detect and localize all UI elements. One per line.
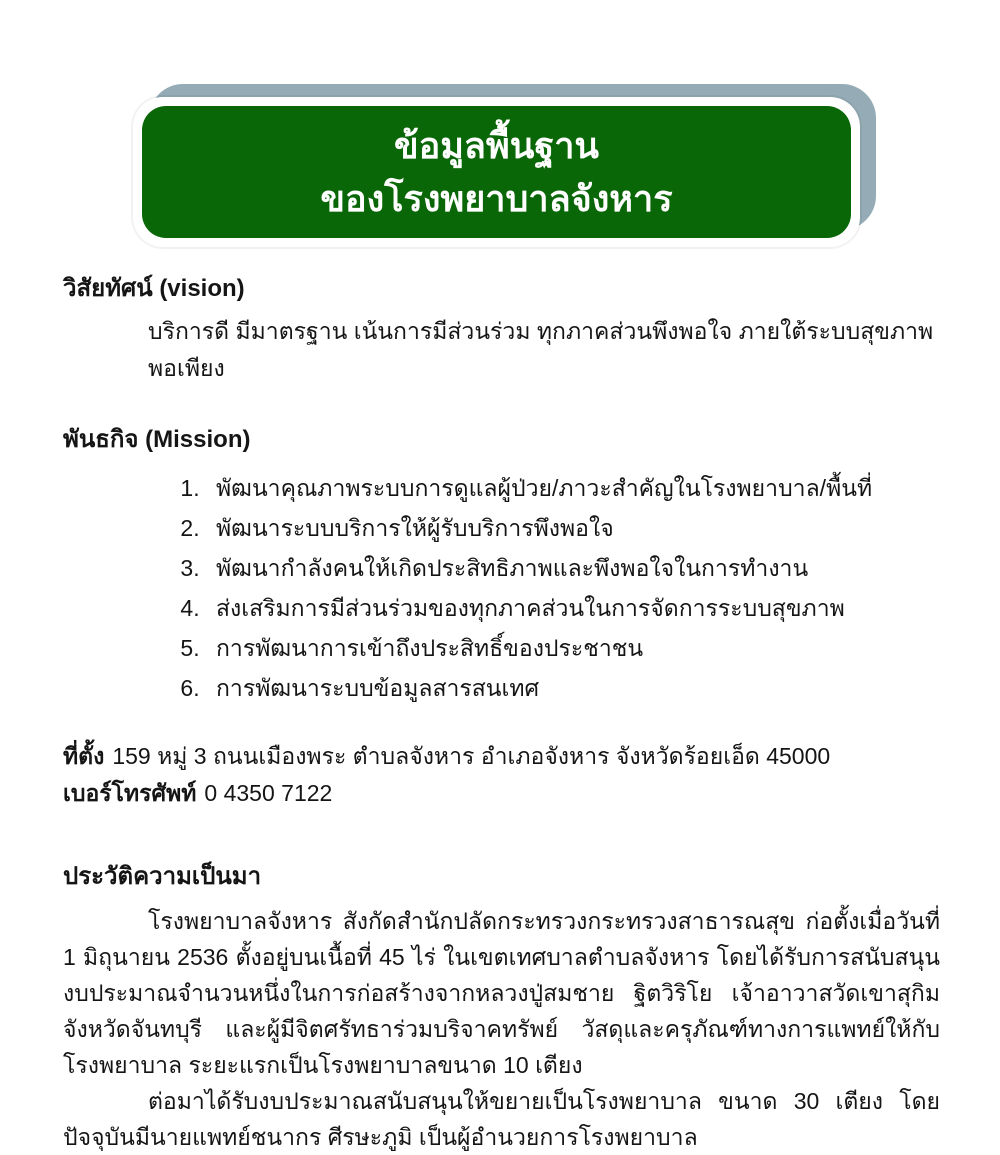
- history-section: [63, 858, 940, 1155]
- banner-frame: [133, 97, 860, 247]
- location-value: 159 หมู่ 3 ถนนเมืองพระ ตำบลจังหาร อำเภอจังหาร จังหวัดร้อยเอ็ด 45000: [112, 743, 831, 769]
- mission-list-item: 2. พัฒนาระบบบริการให้ผู้รับบริการพึงพอใจ: [206, 508, 940, 548]
- mission-list-item: 5. การพัฒนาการเข้าถึงประสิทธิ์ของประชาชน: [206, 628, 940, 668]
- banner-title-line2: ของโรงพยาบาลจังหาร: [320, 178, 673, 219]
- vision-section: [63, 270, 940, 387]
- vision-heading: วิสัยทัศน์ (vision): [63, 275, 245, 302]
- mission-list: [63, 468, 940, 708]
- banner-title-line1: ข้อมูลพื้นฐาน: [393, 125, 600, 166]
- mission-list-item: 4. ส่งเสริมการมีส่วนร่วมของทุกภาคส่วนในการจัดการระบบสุขภาพ: [206, 588, 940, 628]
- banner-title-box: [142, 106, 851, 238]
- location-label: ที่ตั้ง: [63, 743, 105, 769]
- history-paragraph: ต่อมาได้รับงบประมาณสนับสนุนให้ขยายเป็นโรงพยาบาล ขนาด 30 เตียง โดยปัจจุบันมีนายแพทย์ชนากร ศีรษะภูมิ เป็นผู้อำนวยการโรงพยาบาล: [63, 1088, 940, 1150]
- contact-section: [63, 738, 940, 812]
- location-line: [63, 738, 940, 775]
- phone-line: [63, 775, 940, 812]
- document-content: [63, 270, 940, 1155]
- mission-section: [63, 421, 940, 708]
- mission-heading: พันธกิจ (Mission): [63, 426, 251, 453]
- phone-value: 0 4350 7122: [204, 780, 333, 806]
- history-paragraphs: [63, 903, 940, 1155]
- history-heading: ประวัติความเป็นมา: [63, 863, 262, 890]
- mission-list-item: 6. การพัฒนาระบบข้อมูลสารสนเทศ: [206, 668, 940, 708]
- header-banner: [133, 97, 860, 247]
- mission-list-item: 3. พัฒนากำลังคนให้เกิดประสิทธิภาพและพึงพอใจในการทำงาน: [206, 548, 940, 588]
- mission-list-item: 1. พัฒนาคุณภาพระบบการดูแลผู้ป่วย/ภาวะสำคัญในโรงพยาบาล/พื้นที่: [206, 468, 940, 508]
- vision-text: บริการดี มีมาตรฐาน เน้นการมีส่วนร่วม ทุกภาคส่วนพึงพอใจ ภายใต้ระบบสุขภาพพอเพียง: [148, 318, 934, 381]
- history-paragraph: โรงพยาบาลจังหาร สังกัดสำนักปลัดกระทรวงกระทรวงสาธารณสุข ก่อตั้งเมื่อวันที่ 1 มิถุนายน 2536 ตั้งอยู่บนเนื้อที่ 45 ไร่ ในเขตเทศบาลตำบลจังหาร โดยได้รับการสนับสนุนงบประมาณจำนวนหนึ่งในการก่อสร้างจากหลวงปู่สมชาย ฐิตวิริโย เจ้าอาวาสวัดเขาสุกิม จังหวัดจันทบุรี และผู้มีจิตศรัทธาร่วมบริจาคทรัพย์ วัสดุและครุภัณฑ์ทางการแพทย์ให้กับโรงพยาบาล ระยะแรกเป็นโรงพยาบาลขนาด 10 เตียง: [63, 908, 940, 1078]
- phone-label: เบอร์โทรศัพท์: [63, 780, 197, 806]
